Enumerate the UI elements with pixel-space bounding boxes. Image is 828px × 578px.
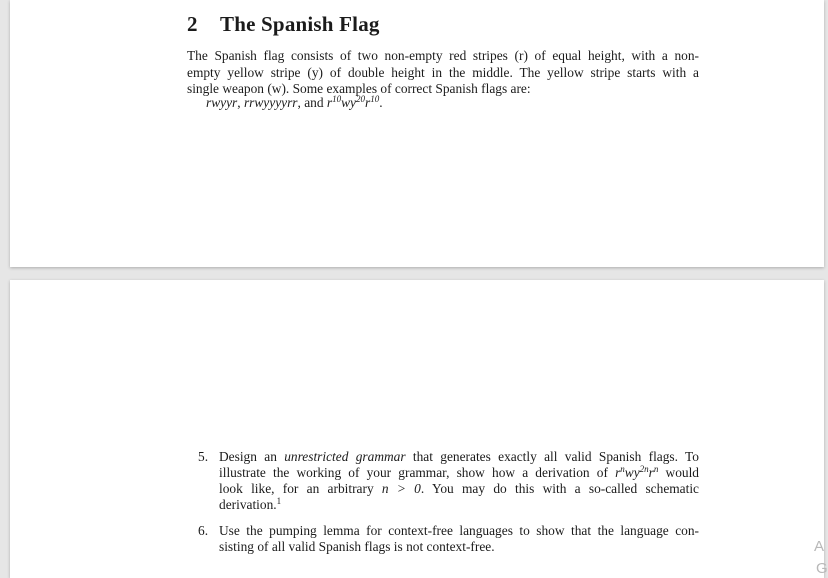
text-run: . You may do this with a so-called schematic <box>420 481 700 496</box>
question-number: 5. <box>198 449 209 464</box>
pdf-page-1 <box>10 0 824 267</box>
exponent: 2n <box>639 464 649 474</box>
question-line: sisting of all valid Spanish flags is not context-free. <box>219 539 495 554</box>
question-text <box>219 523 699 555</box>
text-run: derivation. <box>219 497 277 512</box>
exponent: n <box>620 464 625 474</box>
question-text <box>219 449 699 513</box>
text-run: look like, for an arbitrary <box>219 481 382 496</box>
math-symbol: r <box>326 95 333 110</box>
math-symbol: r <box>365 95 371 110</box>
math-expression: n > 0 <box>381 481 421 496</box>
section-title: The Spanish Flag <box>220 12 380 36</box>
question-line <box>219 481 699 497</box>
text-run: that generates exactly all valid Spanish flags. To <box>405 449 699 464</box>
example-flag: rwyyr <box>206 95 238 110</box>
flag-examples <box>206 95 383 111</box>
math-symbol: r <box>615 465 621 480</box>
question-line <box>219 497 699 513</box>
text-run: illustrate the working of your grammar, show how a derivation of <box>219 465 616 480</box>
math-symbol: wy <box>341 95 356 110</box>
example-flag: rrwyyyyrr <box>243 95 298 110</box>
separator: , and <box>297 95 327 110</box>
pdf-page-2 <box>10 280 828 578</box>
math-symbol: r <box>648 465 654 480</box>
text-run: Design an <box>219 449 285 464</box>
exponent: 10 <box>370 94 380 104</box>
footnote-marker[interactable]: 1 <box>276 496 282 506</box>
question-line <box>219 465 699 481</box>
question-line: Use the pumping lemma for context-free languages to show that the language con- <box>219 523 699 538</box>
question-line <box>219 449 699 465</box>
section-heading <box>187 12 380 37</box>
section-number: 2 <box>187 12 198 36</box>
separator: , <box>237 95 244 110</box>
edge-glyph: A <box>814 538 825 555</box>
intro-line: The Spanish flag consists of two non-empty red stripes (r) of equal height, with a non- <box>187 48 699 63</box>
question-number: 6. <box>198 523 209 538</box>
math-expression <box>615 465 658 480</box>
exponent: n <box>653 464 659 474</box>
emphasis: unrestricted grammar <box>284 449 406 464</box>
period: . <box>379 95 383 110</box>
edge-glyph: G <box>816 560 828 577</box>
exponent: 20 <box>356 94 365 104</box>
intro-line: single weapon (w). Some examples of correct Spanish flags are: <box>187 81 531 96</box>
intro-line: empty yellow stripe (y) of double height in the middle. The yellow stripe starts with a <box>187 64 699 80</box>
text-run: would <box>658 465 700 480</box>
math-symbol: wy <box>624 465 640 480</box>
intro-paragraph <box>187 48 699 98</box>
exponent: 10 <box>332 94 342 104</box>
example-flag <box>327 95 379 110</box>
